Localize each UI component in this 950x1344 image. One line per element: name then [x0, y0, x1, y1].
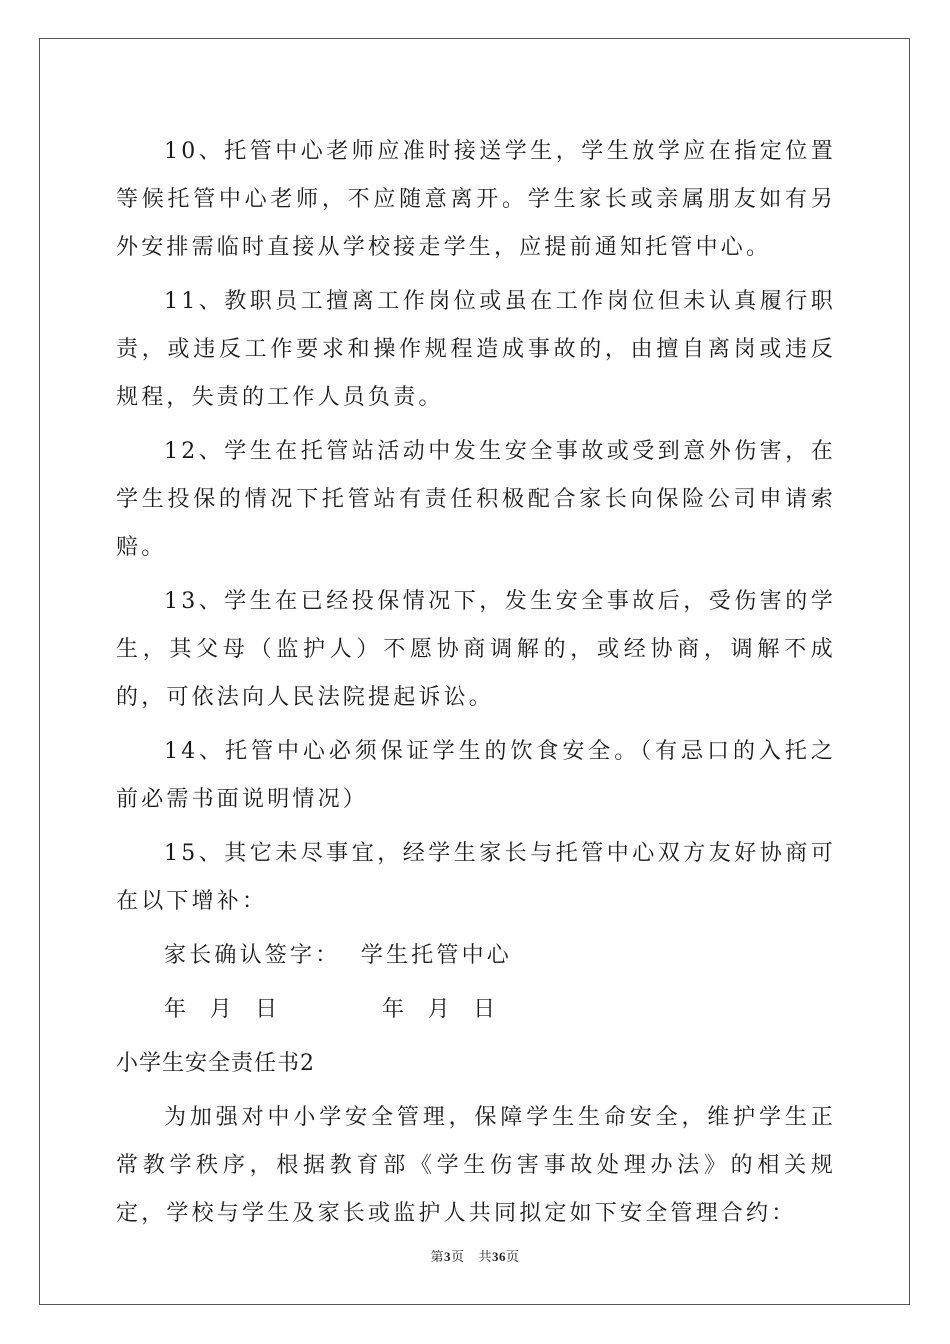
date-right: 年 月 日 [382, 997, 499, 1022]
signature-line: 家长确认签字： 学生托管中心 [164, 943, 512, 968]
page-prefix: 第 [430, 1250, 445, 1265]
clause-12: 12、学生在托管站活动中发生安全事故或受到意外伤害，在学生投保的情况下托管站有责任积极配合家长向保险公司申请索赔。 [116, 439, 836, 560]
document-body [116, 128, 836, 1244]
date-left: 年 月 日 [164, 997, 281, 1022]
page-footer [0, 1246, 950, 1265]
clause-15: 15、其它未尽事宜，经学生家长与托管中心双方友好协商可在以下增补： [116, 841, 836, 914]
page-total: 36 [491, 1249, 506, 1264]
clause-11: 11、教职员工擅离工作岗位或虽在工作岗位但未认真履行职责，或违反工作要求和操作规程造成事故的，由擅自离岗或违反规程，失责的工作人员负责。 [116, 289, 836, 410]
clause-14: 14、托管中心必须保证学生的饮食安全。（有忌口的入托之前必需书面说明情况） [116, 739, 836, 812]
page-suffix: 页 [505, 1250, 520, 1265]
page-current: 3 [444, 1249, 452, 1264]
clause-10: 10、托管中心老师应准时接送学生，学生放学应在指定位置等候托管中心老师，不应随意离开。学生家长或亲属朋友如有另外安排需临时直接从学校接走学生，应提前通知托管中心。 [116, 139, 836, 260]
section-title: 小学生安全责任书2 [116, 1051, 315, 1076]
intro-paragraph: 为加强对中小学安全管理，保障学生生命安全，维护学生正常教学秩序，根据教育部《学生伤害事故处理办法》的相关规定，学校与学生及家长或监护人共同拟定如下安全管理合约： [116, 1105, 836, 1226]
page-mid: 页 共 [451, 1250, 492, 1265]
clause-13: 13、学生在已经投保情况下，发生安全事故后，受伤害的学生，其父母（监护人）不愿协商调解的，或经协商，调解不成的，可依法向人民法院提起诉讼。 [116, 589, 836, 710]
date-row [116, 986, 836, 1034]
